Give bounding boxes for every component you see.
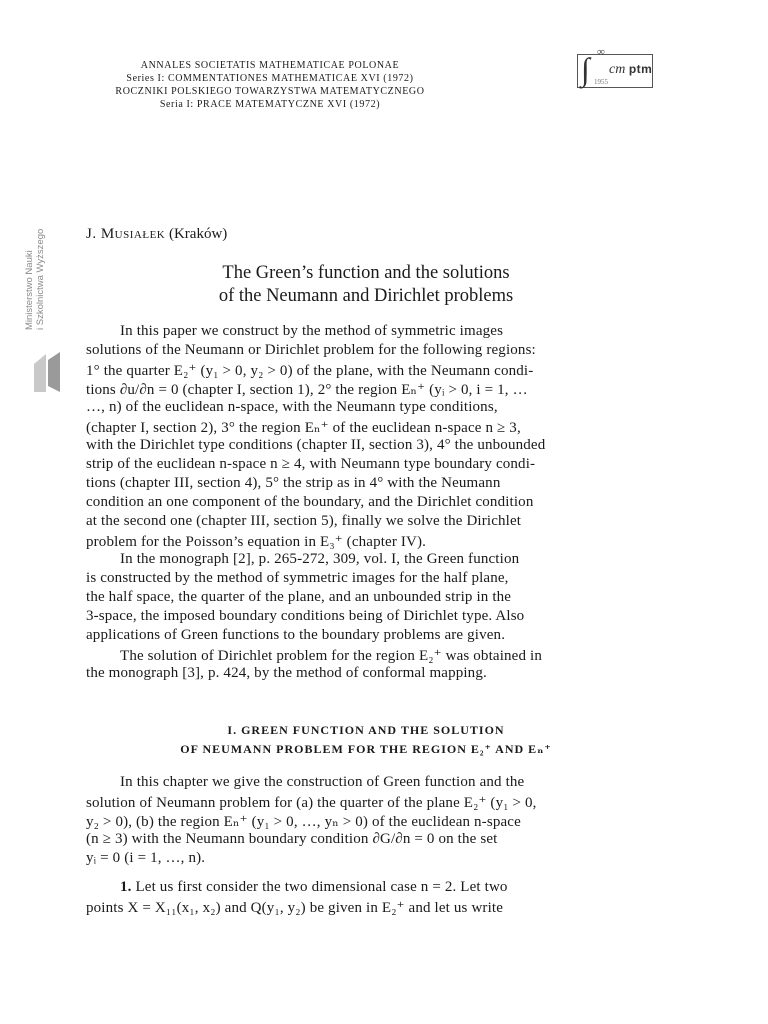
logo-text xyxy=(609,62,652,78)
section-body-line-5: yᵢ = 0 (i = 1, …, n). xyxy=(86,850,206,866)
body-line-18: The solution of Dirichlet problem for the region E₂⁺ was obtained in xyxy=(120,648,542,664)
author-affiliation: (Kraków) xyxy=(168,226,228,242)
journal-line-1: ANNALES SOCIETATIS MATHEMATICAE POLONAE xyxy=(140,60,400,71)
paragraph-number: 1. xyxy=(120,879,132,895)
section-body-line-3: y₂ > 0), (b) the region Eₙ⁺ (y₁ > 0, …, yₙ > 0) of the euclidean n-space xyxy=(86,814,521,830)
side-watermark xyxy=(18,218,62,398)
section-body-line-4: (n ≥ 3) with the Neumann boundary condition ∂G/∂n = 0 on the set xyxy=(86,831,498,847)
author-name: J. Musiałek xyxy=(86,226,166,242)
section-heading-line-1: I. GREEN FUNCTION AND THE SOLUTION xyxy=(227,723,505,737)
integral-sign-icon: ∫ xyxy=(581,51,590,87)
body-line-19: the monograph [3], p. 424, by the method of conformal mapping. xyxy=(86,665,487,681)
logo-ptm: ptm xyxy=(628,62,653,76)
side-watermark-line-1: Ministerstwo Nauki xyxy=(24,250,35,330)
paragraph-text: Let us first consider the two dimensional case n = 2. Let two xyxy=(131,879,508,895)
side-watermark-text xyxy=(24,220,68,330)
numbered-paragraph-line-2: points X = X₁₁(x₁, x₂) and Q(y₁, y₂) be given in E₂⁺ and let us write xyxy=(86,900,504,916)
body-line-5: …, n) of the euclidean n-space, with the Neumann type conditions, xyxy=(86,399,498,415)
journal-line-2: Series I: COMMENTATIONES MATHEMATICAE XVI (1972) xyxy=(126,73,414,84)
infinity-icon: ∞ xyxy=(597,46,605,58)
body-line-11: at the second one (chapter III, section 5), finally we solve the Dirichlet xyxy=(86,513,522,529)
body-line-16: 3-space, the imposed boundary conditions being of Dirichlet type. Also xyxy=(86,608,525,624)
title-line-1: The Green’s function and the solutions xyxy=(222,263,510,283)
section-body-line-2: solution of Neumann problem for (a) the quarter of the plane E₂⁺ (y₁ > 0, xyxy=(86,795,537,811)
side-watermark-line-2: i Szkolnictwa Wyższego xyxy=(35,228,46,330)
body-line-9: tions (chapter III, section 4), 5° the strip as in 4° with the Neumann xyxy=(86,475,501,491)
paper-title xyxy=(86,262,646,308)
body-line-10: condition an one component of the boundary, and the Dirichlet condition xyxy=(86,494,534,510)
body-line-15: the half space, the quarter of the plane, and an unbounded strip in the xyxy=(86,589,512,605)
ptm-logo xyxy=(577,46,653,90)
section-body-line-1: In this chapter we give the construction of Green function and the xyxy=(120,774,525,790)
logo-cm: cm xyxy=(609,62,626,77)
title-line-2: of the Neumann and Dirichlet problems xyxy=(218,286,514,306)
section-heading-line-2: OF NEUMANN PROBLEM FOR THE REGION E₂⁺ AND Eₙ⁺ xyxy=(180,742,552,756)
journal-header xyxy=(80,59,460,111)
body-line-2: solutions of the Neumann or Dirichlet problem for the following regions: xyxy=(86,342,536,358)
body-line-6: (chapter I, section 2), 3° the region Eₙ⁺ of the euclidean n-space n ≥ 3, xyxy=(86,420,521,436)
body-line-3: 1° the quarter E₂⁺ (y₁ > 0, y₂ > 0) of the plane, with the Neumann condi- xyxy=(86,363,534,379)
body-line-14: is constructed by the method of symmetric images for the half plane, xyxy=(86,570,509,586)
author-line xyxy=(86,226,227,243)
body-line-7: with the Dirichlet type conditions (chapter II, section 3), 4° the unbounded xyxy=(86,437,546,453)
section-heading xyxy=(86,721,646,759)
logo-year: 1955 xyxy=(594,78,608,86)
journal-line-4: Seria I: PRACE MATEMATYCZNE XVI (1972) xyxy=(159,99,381,110)
journal-line-3: ROCZNIKI POLSKIEGO TOWARZYSTWA MATEMATYCZNEGO xyxy=(115,86,425,97)
body-line-8: strip of the euclidean n-space n ≥ 4, with Neumann type boundary condi- xyxy=(86,456,536,472)
body-line-1: In this paper we construct by the method of symmetric images xyxy=(120,323,504,339)
body-line-13: In the monograph [2], p. 265-272, 309, vol. I, the Green function xyxy=(120,551,520,567)
ministry-logo-icon xyxy=(32,350,62,394)
body-line-17: applications of Green functions to the boundary problems are given. xyxy=(86,627,506,643)
body-line-12: problem for the Poisson’s equation in E₃⁺ (chapter IV). xyxy=(86,534,427,550)
body-line-4: tions ∂u/∂n = 0 (chapter I, section 1), 2° the region Eₙ⁺ (yᵢ > 0, i = 1, … xyxy=(86,382,528,398)
numbered-paragraph-line-1 xyxy=(120,879,508,896)
